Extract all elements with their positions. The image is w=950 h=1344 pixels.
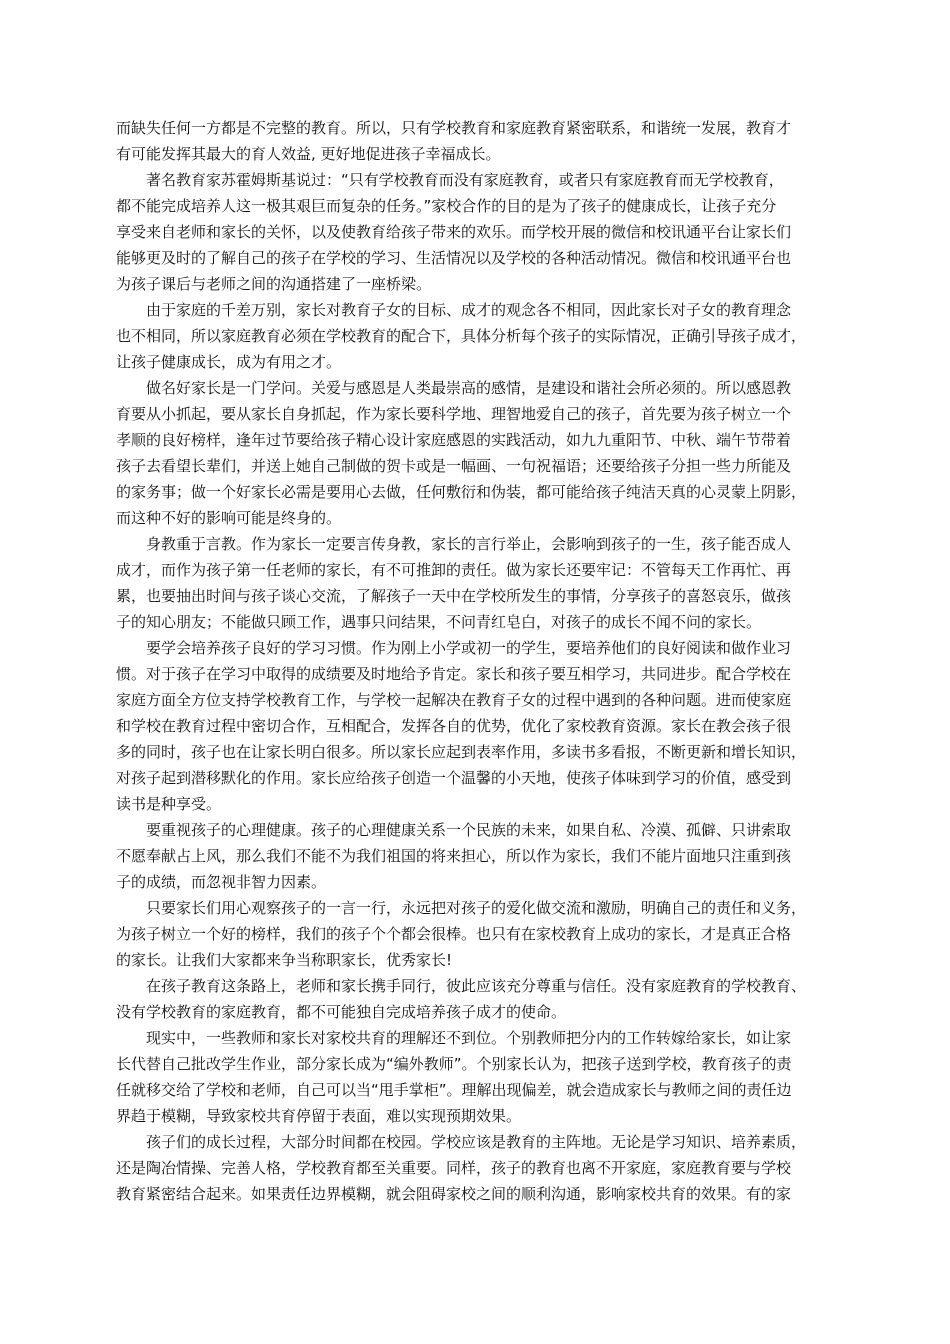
- paragraph: [116, 635, 832, 817]
- text-line: 不愿奉献占上风，那么我们不能不为我们祖国的将来担心，所以作为家长，我们不能片面地只注重到孩: [116, 847, 792, 865]
- paragraph: [116, 167, 832, 297]
- text-line: 育要从小抓起，要从家长自身抓起，作为家长要科学地、理智地爱自己的孩子，首先要为孩子树立一个: [116, 405, 792, 423]
- paragraph: [116, 375, 832, 531]
- paragraph: [116, 895, 832, 973]
- text-line: 和学校在教育过程中密切合作，互相配合，发挥各自的优势，优化了家校教育资源。家长在教会孩子很: [116, 717, 792, 735]
- text-line: 让孩子健康成长，成为有用之才。: [116, 353, 342, 371]
- paragraph: [116, 297, 832, 375]
- text-line: 孩子们的成长过程，大部分时间都在校园。学校应该是教育的主阵地。无论是学习知识、培养素质，: [146, 1133, 807, 1151]
- text-line: 成才，而作为孩子第一任老师的家长，有不可推卸的责任。做为家长还要牢记：不管每天工作再忙、再: [116, 561, 792, 579]
- text-line: 孩子去看望长辈们，并送上她自己制做的贺卡或是一幅画、一句祝福语；还要给孩子分担一些力所能及: [116, 457, 792, 475]
- text-line: 身教重于言教。作为家长一定要言传身教，家长的言行举止，会影响到孩子的一生，孩子能否成人: [146, 535, 792, 553]
- text-line: 也不相同，所以家庭教育必须在学校教育的配合下，具体分析每个孩子的实际情况，正确引导孩子成才，: [116, 327, 807, 345]
- text-line: 没有学校教育的家庭教育，都不可能独自完成培养孩子成才的使命。: [116, 1003, 567, 1021]
- text-line: 子的知心朋友；不能做只顾工作，遇事只问结果，不问青红皂白，对孩子的成长不闻不问的家长。: [116, 613, 762, 631]
- text-line: 的家长。让我们大家都来争当称职家长，优秀家长!: [116, 951, 453, 969]
- text-line: 著名教育家苏霍姆斯基说过：“只有学校教育而没有家庭教育，或者只有家庭教育而无学校教育，: [146, 171, 784, 189]
- text-line: 在孩子教育这条路上，老师和家长携手同行，彼此应该充分尊重与信任。没有家庭教育的学校教育、: [146, 977, 807, 995]
- text-line: 的家务事；做一个好家长必需是要用心去做，任何敷衍和伪装，都可能给孩子纯洁天真的心灵蒙上阴影，: [116, 483, 807, 501]
- text-line: 要学会培养孩子良好的学习习惯。作为刚上小学或初一的学生，要培养他们的良好阅读和做作业习: [146, 639, 792, 657]
- text-line: 还是陶冶情操、完善人格，学校教育都至关重要。同样，孩子的教育也离不开家庭，家庭教育要与学校: [116, 1159, 792, 1177]
- text-line: 家庭方面全方位支持学校教育工作，与学校一起解决在教育子女的过程中遇到的各种问题。进而使家庭: [116, 691, 792, 709]
- paragraph: [116, 115, 832, 167]
- paragraph: [116, 1129, 832, 1207]
- text-line: 要重视孩子的心理健康。孩子的心理健康关系一个民族的未来，如果自私、冷漠、孤僻、只讲索取: [146, 821, 792, 839]
- text-line: 对孩子起到潜移默化的作用。家长应给孩子创造一个温馨的小天地，使孩子体味到学习的价值，感受到: [116, 769, 792, 787]
- text-line: 孝顺的良好榜样，逢年过节要给孩子精心设计家庭感恩的实践活动，如九九重阳节、中秋、端午节带着: [116, 431, 792, 449]
- text-line: 能够更及时的了解自己的孩子在学校的学习、生活情况以及学校的各种活动情况。微信和校讯通平台也: [116, 249, 792, 267]
- paragraph: [116, 531, 832, 635]
- text-line: 读书是种享受。: [116, 795, 222, 813]
- text-line: 累，也要抽出时间与孩子谈心交流，了解孩子一天中在学校所发生的事情，分享孩子的喜怒哀乐，做孩: [116, 587, 792, 605]
- text-line: 任就移交给了学校和老师，自己可以当“甩手掌柜”。理解出现偏差，就会造成家长与教师之间的责任边: [116, 1081, 792, 1099]
- text-line: 有可能发挥其最大的育人效益, 更好地促进孩子幸福成长。: [116, 145, 501, 163]
- text-line: 为孩子树立一个好的榜样，我们的孩子个个都会很棒。也只有在家校教育上成功的家长，才是真正合格: [116, 925, 792, 943]
- text-line: 而缺失任何一方都是不完整的教育。所以，只有学校教育和家庭教育紧密联系，和谐统一发展，教育才: [116, 119, 792, 137]
- text-line: 做名好家长是一门学问。关爱与感恩是人类最崇高的感情，是建设和谐社会所必须的。所以感恩教: [146, 379, 792, 397]
- text-line: 享受来自老师和家长的关怀，以及使教育给孩子带来的欢乐。而学校开展的微信和校讯通平台让家长们: [116, 223, 792, 241]
- text-line: 教育紧密结合起来。如果责任边界模糊，就会阻碍家校之间的顺利沟通，影响家校共育的效果。有的家: [116, 1185, 792, 1203]
- text-line: 现实中，一些教师和家长对家校共育的理解还不到位。个别教师把分内的工作转嫁给家长，如让家: [146, 1029, 792, 1047]
- text-line: 而这种不好的影响可能是终身的。: [116, 509, 342, 527]
- text-line: 多的同时，孩子也在让家长明白很多。所以家长应起到表率作用，多读书多看报，不断更新和增长知识，: [116, 743, 807, 761]
- text-line: 惯。对于孩子在学习中取得的成绩要及时地给予肯定。家长和孩子要互相学习，共同进步。配合学校在: [116, 665, 792, 683]
- paragraph: [116, 817, 832, 895]
- paragraph: [116, 973, 832, 1025]
- text-line: 子的成绩，而忽视非智力因素。: [116, 873, 327, 891]
- text-line: 只要家长们用心观察孩子的一言一行，永远把对孩子的爱化做交流和激励，明确自己的责任和义务，: [146, 899, 807, 917]
- text-line: 长代替自己批改学生作业，部分家长成为“编外教师”。个别家长认为，把孩子送到学校，教育孩子的责: [116, 1055, 792, 1073]
- text-line: 为孩子课后与老师之间的沟通搭建了一座桥梁。: [116, 275, 432, 293]
- text-line: 界趋于模糊，导致家校共育停留于表面，难以实现预期效果。: [116, 1107, 522, 1125]
- document-body: [116, 115, 832, 1207]
- text-line: 由于家庭的千差万别，家长对教育子女的目标、成才的观念各不相同，因此家长对子女的教育理念: [146, 301, 792, 319]
- paragraph: [116, 1025, 832, 1129]
- text-line: 都不能完成培养人这一极其艰巨而复杂的任务。”家校合作的目的是为了孩子的健康成长，让孩子充分: [116, 197, 777, 215]
